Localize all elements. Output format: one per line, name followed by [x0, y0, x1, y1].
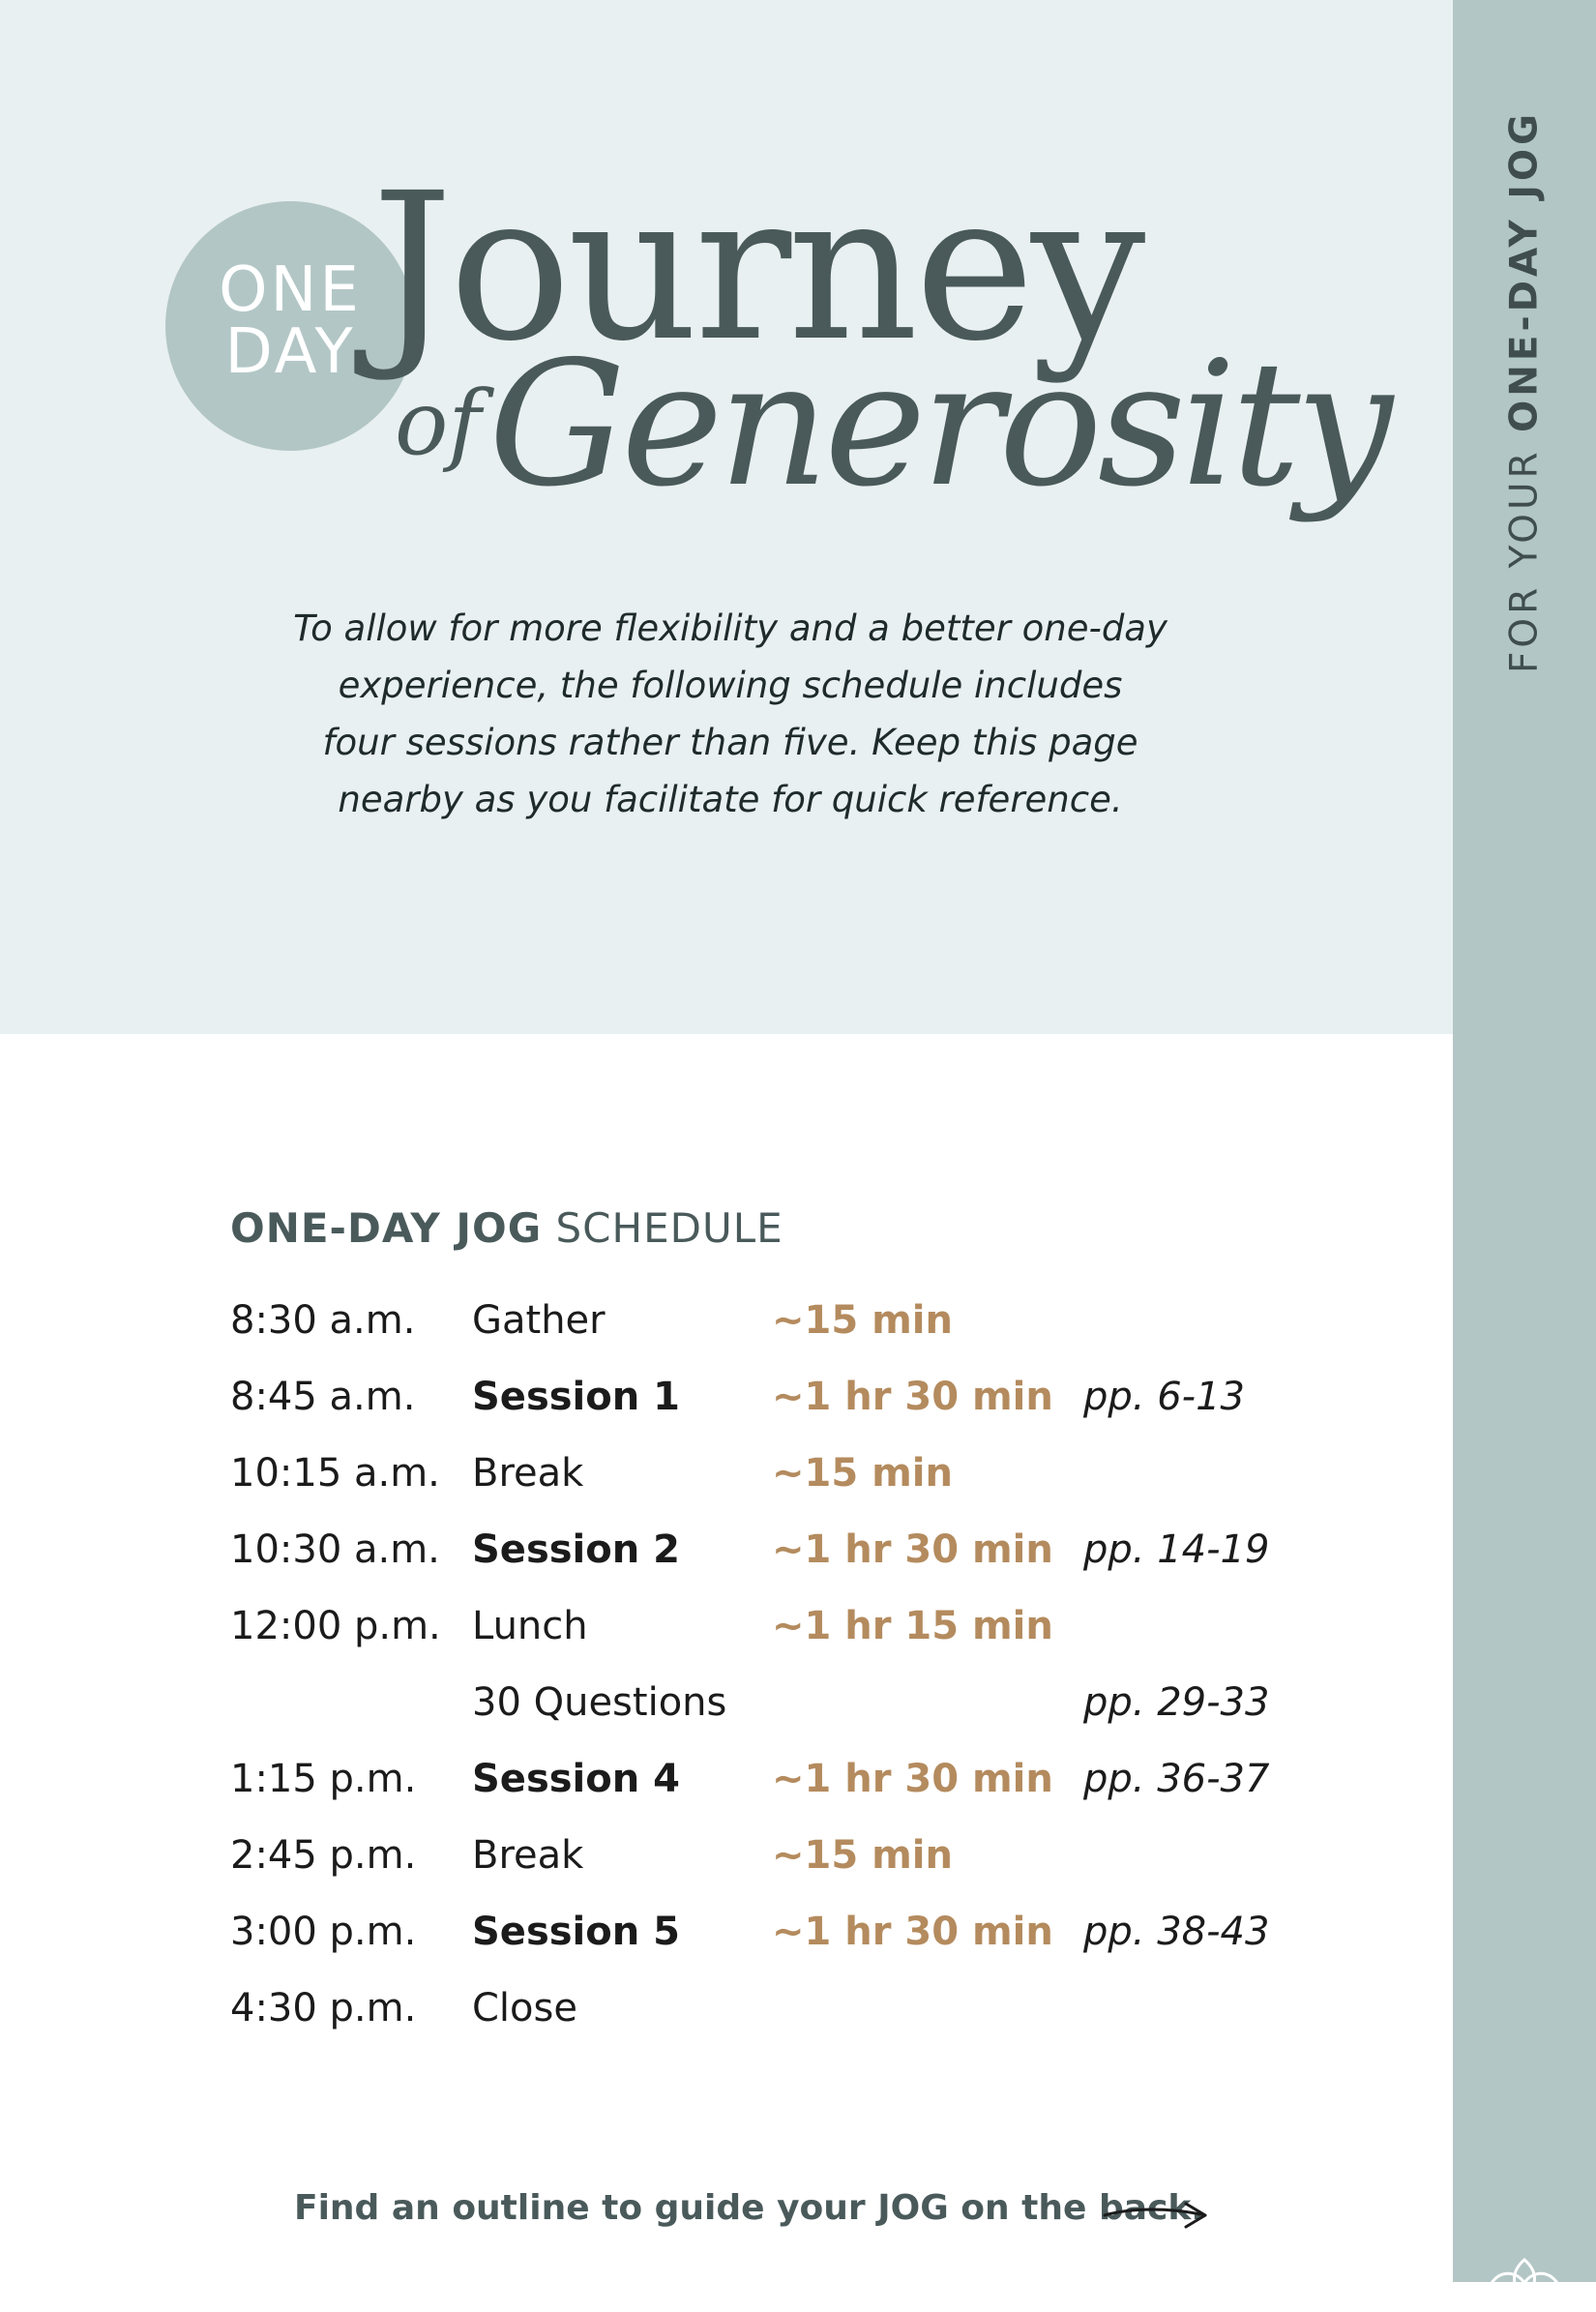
row-time: 10:15 a.m. [230, 1451, 440, 1496]
row-duration: ~1 hr 30 min [772, 1910, 1053, 1954]
title-of: of [395, 371, 482, 475]
badge-line-day: DAY [224, 316, 356, 388]
row-duration: ~15 min [772, 1298, 953, 1343]
row-pages: pp. 38-43 [1083, 1910, 1270, 1954]
row-duration: ~15 min [772, 1833, 953, 1878]
title-generosity: Generosity [488, 324, 1389, 524]
schedule-heading-regular: SCHEDULE [542, 1204, 783, 1252]
row-activity: Session 4 [472, 1757, 680, 1801]
row-activity: Lunch [472, 1604, 588, 1648]
row-pages: pp. 6-13 [1083, 1375, 1245, 1419]
row-time: 3:00 p.m. [230, 1910, 417, 1954]
schedule-heading [230, 1204, 783, 1252]
row-time: 2:45 p.m. [230, 1833, 417, 1878]
row-time: 4:30 p.m. [230, 1986, 417, 2030]
row-time: 8:45 a.m. [230, 1375, 416, 1419]
intro-line: four sessions rather than five. Keep this page [322, 722, 1138, 763]
row-activity: 30 Questions [472, 1680, 727, 1725]
row-activity: Gather [472, 1298, 606, 1343]
intro-line: nearby as you facilitate for quick reference. [338, 779, 1123, 820]
row-activity: Session 2 [472, 1527, 680, 1572]
row-pages: pp. 36-37 [1083, 1757, 1270, 1801]
row-activity: Session 5 [472, 1910, 680, 1954]
row-activity: Break [472, 1833, 584, 1878]
row-time: 10:30 a.m. [230, 1527, 440, 1572]
side-label [1503, 110, 1547, 673]
arrow-right-icon [1103, 2194, 1211, 2233]
badge-line-one: ONE [219, 254, 362, 326]
row-time: 1:15 p.m. [230, 1757, 417, 1801]
side-label-bold: ONE-DAY JOG [1502, 109, 1547, 432]
footer-note: Find an outline to guide your JOG on the back. [294, 2188, 1204, 2228]
title-journey: Journey [371, 149, 1142, 386]
row-activity: Session 1 [472, 1375, 680, 1419]
intro-paragraph [232, 600, 1228, 828]
schedule-heading-bold: ONE-DAY JOG [230, 1204, 543, 1252]
intro-line: To allow for more flexibility and a better one-day [293, 608, 1167, 649]
row-pages: pp. 29-33 [1083, 1680, 1270, 1725]
row-pages: pp. 14-19 [1083, 1527, 1270, 1572]
row-duration: ~1 hr 30 min [772, 1375, 1053, 1419]
row-activity: Close [472, 1986, 577, 2030]
flower-logo-icon [1472, 2254, 1577, 2312]
row-activity: Break [472, 1451, 584, 1496]
row-duration: ~1 hr 30 min [772, 1527, 1053, 1572]
row-duration: ~15 min [772, 1451, 953, 1496]
row-duration: ~1 hr 15 min [772, 1604, 1053, 1648]
row-time: 8:30 a.m. [230, 1298, 416, 1343]
side-label-regular: FOR YOUR [1502, 431, 1547, 674]
intro-line: experience, the following schedule includes [338, 665, 1123, 706]
row-duration: ~1 hr 30 min [772, 1757, 1053, 1801]
row-time: 12:00 p.m. [230, 1604, 441, 1648]
